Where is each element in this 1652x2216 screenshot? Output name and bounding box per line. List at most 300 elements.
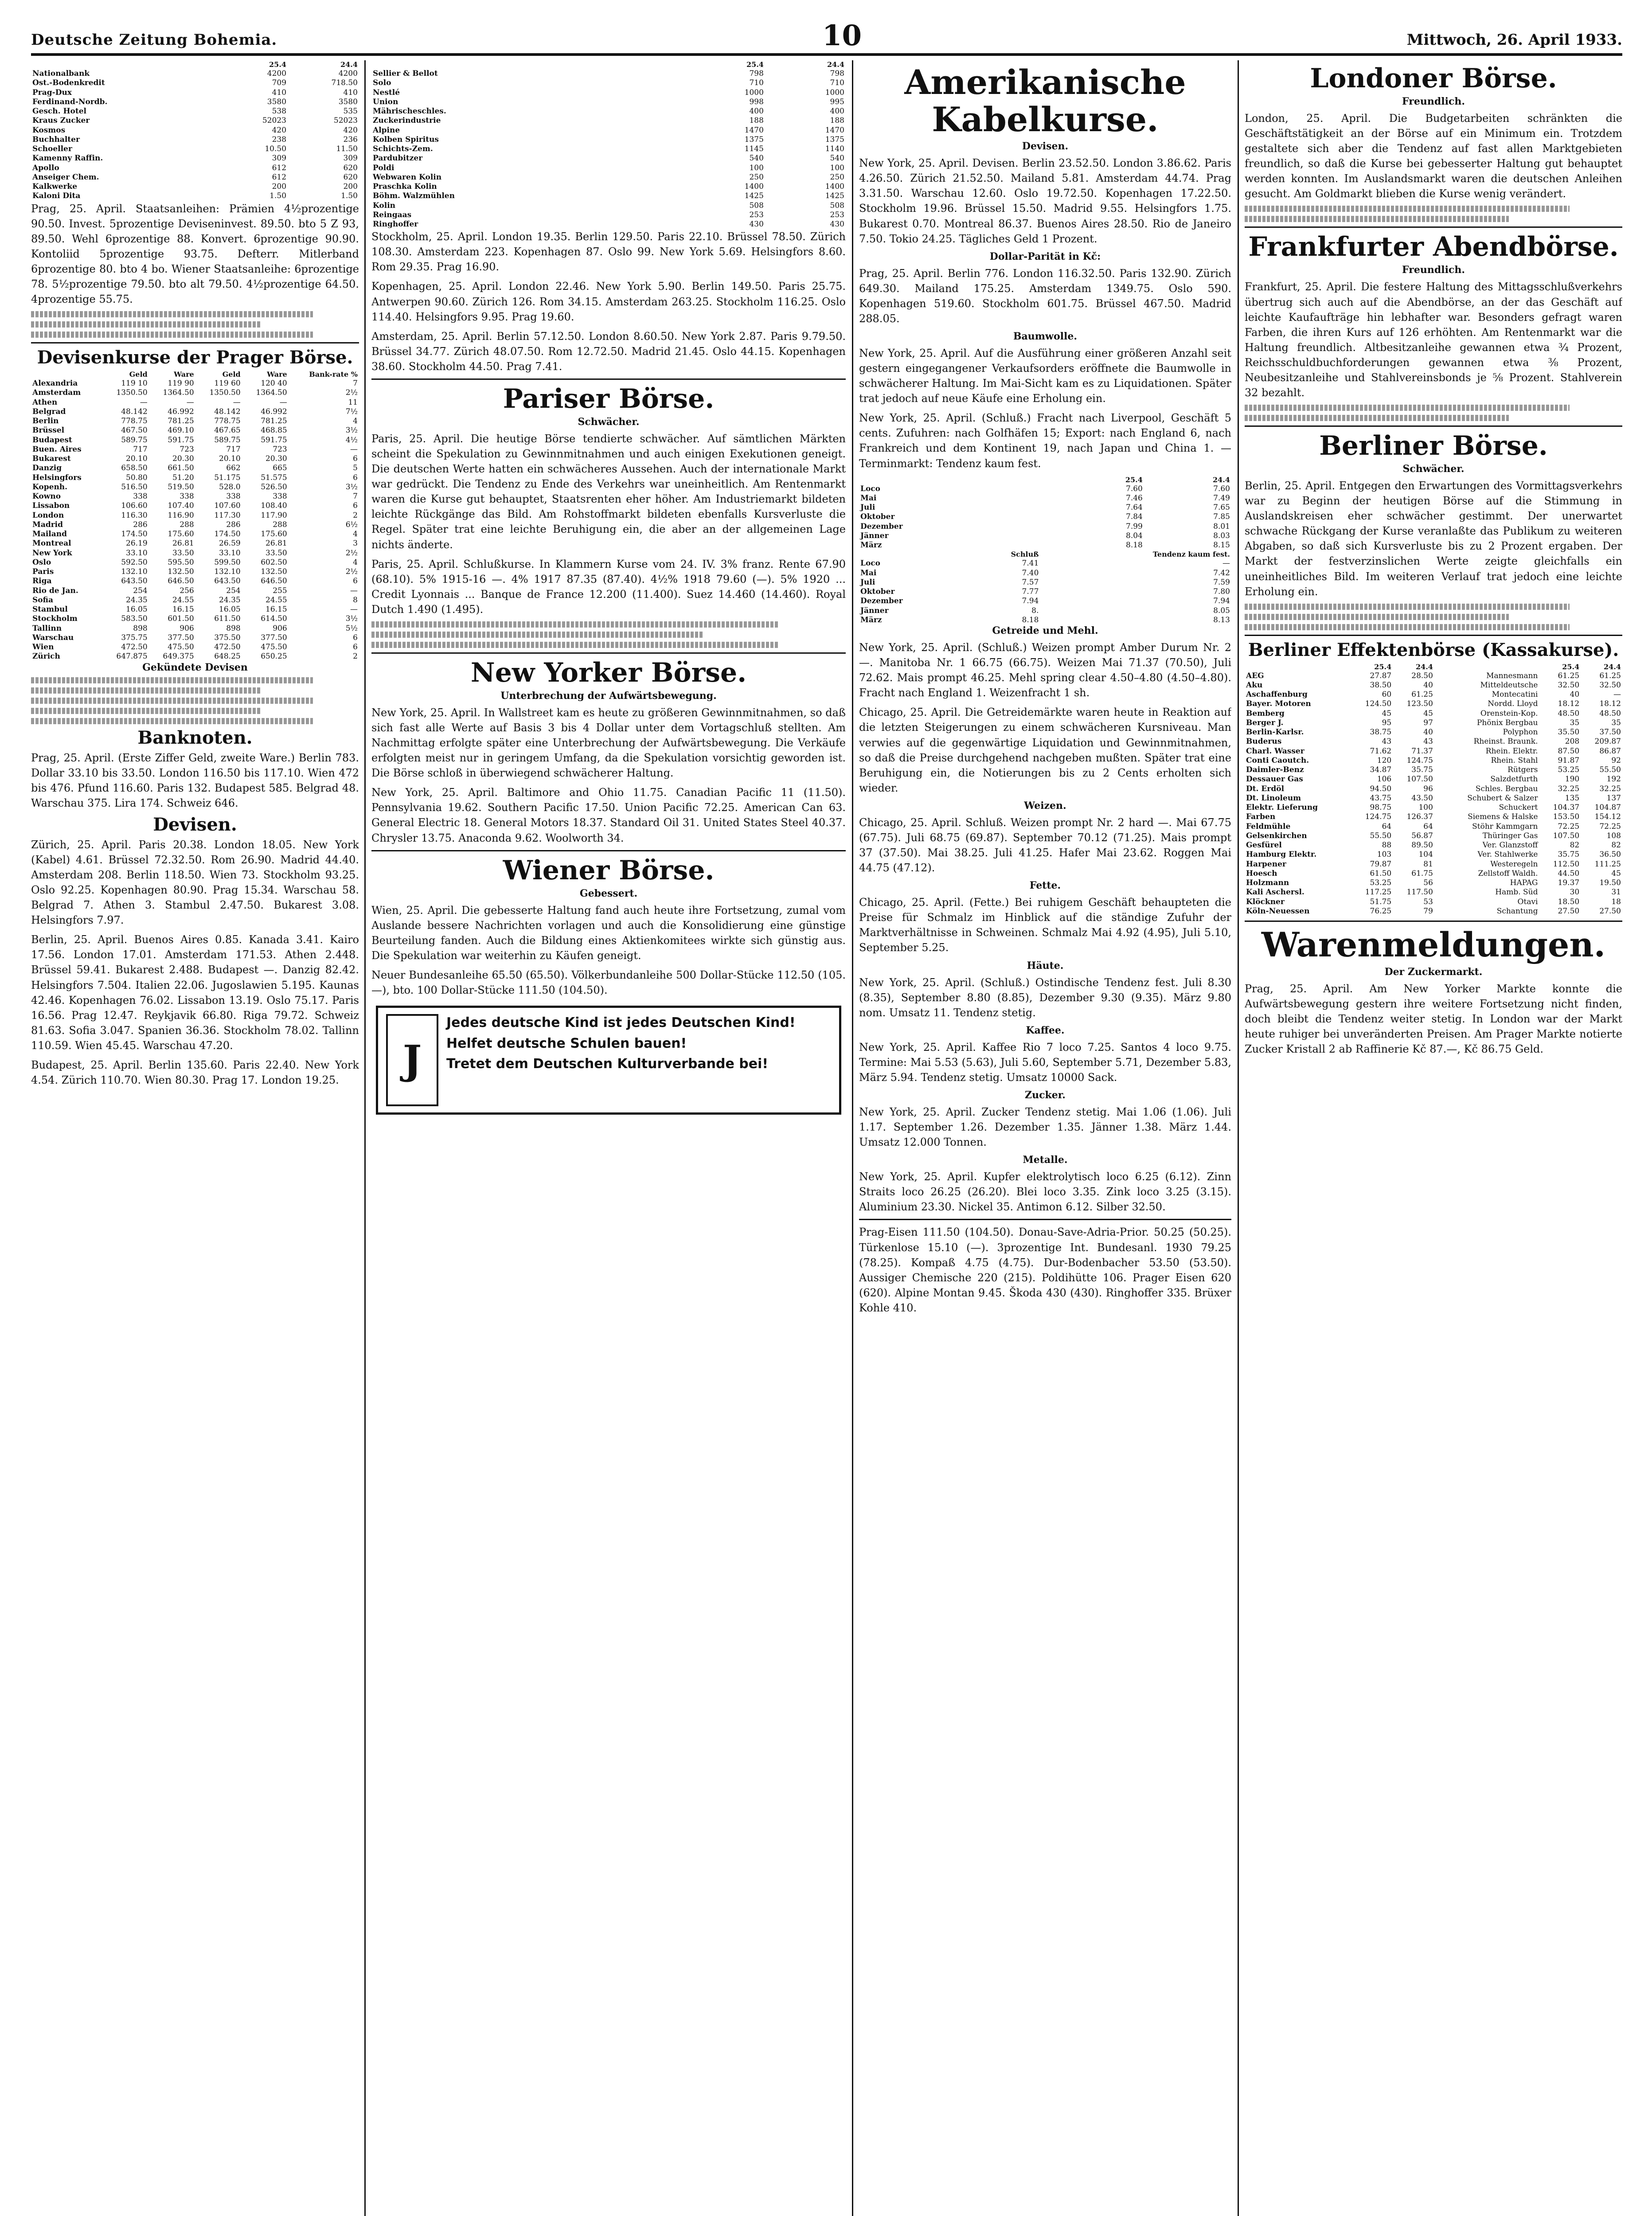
table-cell: 798	[830, 69, 844, 78]
table-cell: Ringhoffer	[373, 220, 418, 229]
section-subheading: Devisen.	[1022, 140, 1069, 152]
table-cell: 132.10	[121, 567, 148, 577]
table-row	[31, 182, 359, 191]
table-cell: 649.375	[163, 652, 194, 661]
table-cell: Bemberg	[1246, 709, 1285, 718]
table-header-cell: Geld	[222, 370, 241, 379]
table-cell: Webwaren Kolin	[373, 172, 442, 182]
table-cell: 126.37	[1406, 812, 1433, 822]
table-cell: 288	[180, 520, 194, 529]
table-cell: 1364.50	[256, 388, 287, 398]
table-cell: 27.87	[1370, 671, 1392, 680]
zuerich-devisen-text: Zürich, 25. April. Paris 20.38. London 18.05. New York (Kabel) 4.61. Brüssel 72.32.50. Rom 26.90. Madrid 44.40. Amsterdam 208. Berlin 118.50. Wien 73. Stockholm 93.25. Oslo 92.25. Kopenhagen 80.90. Prag 15.34. Warschau 58. Belgrad 7. Athen 3. Stambul 2.47.50. Bukarest 3.08. Helsingfors 7.97.	[31, 838, 359, 927]
table-cell: 2½	[345, 388, 358, 398]
table-header-cell: 25.4	[269, 60, 287, 69]
table-cell: 375.75	[121, 633, 148, 642]
table-cell: 5½	[345, 624, 358, 633]
table-cell: 8.04	[1126, 531, 1143, 540]
table-row	[31, 126, 359, 135]
table-row	[31, 154, 359, 163]
table-cell: Dt. Erdöl	[1246, 784, 1285, 793]
section-heading: Frankfurter Abendbörse.	[1248, 231, 1619, 263]
table-row	[859, 512, 1231, 522]
table-cell: 10.50	[265, 144, 287, 153]
table-cell: 19.50	[1599, 878, 1621, 888]
table-cell: 709	[272, 78, 287, 88]
text-filler	[1245, 624, 1570, 630]
table-cell: 18.12	[1599, 699, 1621, 709]
table-cell: Oktober	[860, 512, 895, 522]
table-cell: Jänner	[860, 606, 889, 615]
kulturverband-advertisement	[376, 1006, 841, 1115]
section-subheading: Weizen.	[1024, 800, 1066, 811]
page-number: 10	[822, 19, 862, 52]
haeute-text: New York, 25. April. (Schluß.) Ostindische Tendenz fest. Juli 8.30 (8.35), September 8.80 (8.85), Dezember 9.30 (9.35). März 9.80 nom. Umsatz 11. Tendenz stetig.	[859, 976, 1231, 1019]
table-cell: März	[860, 541, 882, 550]
table-cell: 528.0	[219, 482, 241, 492]
table-row	[31, 191, 359, 201]
table-cell: Brüssel	[32, 426, 65, 435]
table-row	[31, 398, 359, 407]
table-cell: 6	[353, 633, 358, 642]
table-cell: Mai	[860, 493, 877, 503]
table-cell: Riga	[32, 577, 52, 586]
table-cell: 1350.50	[116, 388, 148, 398]
section-heading: Pariser Börse.	[503, 383, 715, 414]
prag-staatsanleihen-text: Prag, 25. April. Staatsanleihen: Prämien 4½prozentige 90.50. Invest. 5prozentige Deviseninvest. 89.50. bto 5 Z 93, 89.50. Wehl 6prozentige 88. Konvert. 6prozentige 90.90. Kontoliid 5prozentige 93.75. Defterr. Mitlerband 6prozentige 80. bto 4 bo. Wiener Staatsanleihe: 6prozentige 78. 5½prozentige 79.50. bto alt 79.50. 4½prozentige 64.50. 4prozentige 55.75.	[31, 202, 359, 305]
prag-kurse-text: Prag-Eisen 111.50 (104.50). Donau-Save-Adria-Prior. 50.25 (50.25). Türkenlose 15.10 (—). 3prozentige Int. Bundesanl. 1930 79.25 (78.25). Kompaß 4.75 (4.75). Dur-Bodenbacher 53.50 (53.50). Aussiger Chemische 220 (215). Poldihütte 106. Prager Eisen 620 (620). Alpine Montan 9.45. Škoda 430 (430). Ringhoffer 335. Brüxer Kohle 410.	[859, 1226, 1231, 1314]
table-cell: 53.25	[1370, 878, 1392, 888]
table-cell: —	[350, 605, 358, 614]
table-cell: 55.50	[1370, 831, 1392, 840]
table-cell: Apollo	[32, 163, 59, 172]
table-row	[371, 98, 846, 107]
table-cell: 612	[272, 172, 287, 182]
table-cell: 7.94	[1022, 597, 1039, 606]
table-cell: 87.50	[1558, 746, 1580, 756]
table-cell: 116.90	[168, 511, 194, 520]
table-cell: Bayer. Motoren	[1246, 699, 1311, 709]
table-cell: 34.87	[1370, 765, 1392, 775]
table-row	[371, 107, 846, 116]
table-row	[371, 220, 846, 229]
table-cell: Poldi	[373, 163, 394, 172]
table-cell: 188	[830, 116, 844, 125]
table-cell: —	[279, 398, 287, 407]
table-row	[31, 116, 359, 125]
table-cell: 1400	[744, 182, 764, 191]
text-filler	[31, 718, 313, 724]
table-header-cell: 25.4	[1374, 662, 1392, 671]
table-cell: 250	[749, 172, 764, 182]
table-cell: 7	[353, 492, 358, 501]
table-cell: 8.18	[1022, 615, 1039, 624]
table-row	[31, 388, 359, 398]
table-cell: 119 60	[214, 379, 241, 388]
table-cell: Buchhalter	[32, 135, 80, 144]
table-cell: 723	[273, 445, 287, 454]
table-cell: 79	[1423, 906, 1433, 916]
text-filler	[1245, 415, 1509, 421]
text-filler	[371, 642, 779, 648]
table-cell: 410	[343, 88, 358, 97]
table-row	[371, 211, 846, 220]
table-cell: Jänner	[860, 531, 889, 540]
table-cell: 40	[1423, 680, 1433, 690]
table-row	[1245, 784, 1622, 794]
section-heading: Berliner Effektenbörse (Kassakurse).	[1248, 639, 1619, 660]
table-cell: 2	[353, 652, 358, 661]
table-row	[859, 569, 1231, 578]
section-subheading: Schwächer.	[1402, 463, 1465, 475]
table-cell: 778.75	[214, 417, 241, 426]
table-row	[1245, 794, 1622, 803]
table-cell: 643.50	[214, 577, 241, 586]
table-cell: Westeregeln	[1490, 859, 1538, 869]
table-cell: Ver. Glanzstoff	[1482, 841, 1538, 850]
table-cell: 1470	[825, 125, 844, 135]
table-header-row	[859, 550, 1231, 559]
anleihen-text: Neuer Bundesanleihe 65.50 (65.50). Völkerbundanleihe 500 Dollar-Stücke 112.50 (105.—), bto. 100 Dollar-Stücke 111.50 (104.50).	[371, 968, 846, 996]
table-cell: Oktober	[860, 587, 895, 597]
column-2	[371, 60, 846, 2216]
table-cell: 6	[353, 454, 358, 464]
table-row	[859, 559, 1231, 568]
table-row	[1245, 850, 1622, 859]
table-cell: 24.35	[219, 595, 241, 605]
table-cell: 45	[1382, 709, 1392, 718]
table-cell: 906	[180, 624, 194, 633]
table-cell: Siemens & Halske	[1468, 812, 1538, 822]
table-cell: Zuckerindustrie	[373, 116, 441, 125]
table-cell: 781.25	[168, 417, 194, 426]
table-cell: 665	[273, 464, 287, 473]
table-cell: 48.50	[1599, 709, 1621, 718]
table-cell: 650.25	[261, 652, 287, 661]
table-cell: 81	[1423, 859, 1433, 869]
table-cell: 48.142	[121, 407, 148, 416]
ad-initial: J	[386, 1014, 438, 1106]
table-cell: 104.37	[1553, 803, 1580, 812]
table-cell: Feldmühle	[1246, 822, 1291, 831]
table-row	[31, 426, 359, 435]
table-cell: Ost.-Bodenkredit	[32, 78, 105, 88]
table-cell: 88	[1382, 841, 1392, 850]
table-cell: 256	[180, 586, 194, 595]
table-cell: 43.50	[1411, 793, 1433, 803]
table-cell: Reingaas	[373, 210, 412, 219]
section-subheading: Gebessert.	[579, 887, 638, 899]
table-cell: 104.87	[1594, 803, 1621, 812]
table-cell: 592.50	[121, 558, 148, 567]
table-header-cell: Geld	[129, 370, 148, 379]
section-heading: Berliner Börse.	[1319, 430, 1548, 462]
table-cell: Harpener	[1246, 859, 1286, 869]
table-cell: Kali Aschersl.	[1246, 888, 1304, 897]
table-header-cell	[1434, 663, 1539, 671]
table-cell: 45	[1611, 869, 1621, 878]
table-cell: —	[1222, 559, 1230, 568]
table-cell: Kosmos	[32, 125, 66, 135]
table-cell: 16.05	[126, 605, 148, 614]
table-row	[859, 503, 1231, 512]
section-subheading: Baumwolle.	[1013, 330, 1078, 342]
table-cell: 48.50	[1558, 709, 1580, 718]
table-row	[31, 633, 359, 643]
table-row	[31, 558, 359, 567]
table-header-cell	[859, 476, 1057, 484]
table-cell: 16.15	[172, 605, 194, 614]
table-cell: 309	[343, 154, 358, 163]
table-cell: 11.50	[336, 144, 358, 153]
table-cell: 6	[353, 473, 358, 482]
table-cell: 338	[273, 492, 287, 501]
table-cell: 35.75	[1558, 850, 1580, 859]
table-cell: 7.84	[1126, 512, 1143, 522]
newspaper-page	[31, 18, 1622, 2216]
table-cell: Helsingfors	[32, 473, 82, 482]
table-cell: 79.87	[1370, 859, 1392, 869]
table-cell: 82	[1570, 841, 1580, 850]
table-cell: New York	[32, 548, 72, 558]
table-cell: Nationalbank	[32, 69, 90, 78]
table-cell: 20.30	[172, 454, 194, 464]
table-cell: 309	[272, 154, 287, 163]
table-cell: 46.992	[261, 407, 287, 416]
table-cell: Rio de Jan.	[32, 586, 78, 595]
table-cell: Elektr. Lieferung	[1246, 803, 1318, 812]
text-filler	[1245, 206, 1570, 212]
table-cell: Mährischeschles.	[373, 107, 446, 116]
table-cell: 236	[343, 135, 358, 144]
table-cell: 61.25	[1599, 671, 1621, 680]
table-cell: 7.57	[1022, 577, 1039, 587]
section-subheading: Metalle.	[1023, 1154, 1068, 1166]
ad-line: Tretet dem Deutschen Kulturverbande bei!	[446, 1056, 769, 1072]
table-cell: 643.50	[121, 577, 148, 586]
table-cell: Madrid	[32, 520, 63, 529]
table-row	[859, 587, 1231, 597]
table-row	[31, 652, 359, 661]
table-cell: Pardubitzer	[373, 154, 423, 163]
table-cell: 61.25	[1558, 671, 1580, 680]
table-cell: 718.50	[331, 78, 358, 88]
table-header-cell: Ware	[174, 370, 194, 379]
table-row	[31, 511, 359, 520]
table-cell: 540	[749, 154, 764, 163]
table-cell: 95	[1382, 718, 1392, 727]
table-row	[31, 78, 359, 88]
table-row	[31, 492, 359, 501]
table-cell: 20.30	[266, 454, 287, 464]
table-header-cell: 25.4	[1125, 475, 1143, 484]
table-cell: Berger J.	[1246, 718, 1284, 727]
table-cell: 35.50	[1558, 728, 1580, 737]
table-cell: Böhm. Walzmühlen	[373, 191, 455, 201]
table-cell: 107.50	[1406, 775, 1433, 784]
table-cell: 535	[343, 107, 358, 116]
table-cell: 51.20	[172, 473, 194, 482]
banknoten-text: Prag, 25. April. (Erste Ziffer Geld, zweite Ware.) Berlin 783. Dollar 33.10 bis 33.50. London 116.50 bis 117.10. Wien 472 bis 476. Pfund 116.60. Paris 132. Budapest 585. Belgrad 48. Warschau 375. Lira 174. Schweiz 646.	[31, 751, 359, 809]
pariser-text: Paris, 25. April. Die heutige Börse tendierte schwächer. Auf sämtlichen Märkten scheint die Spekulation zu Gewinnmitnahmen und auch einigen Exekutionen geneigt. Die deutschen Werte hatten ein schwächeres Aussehen. Auch der internationale Markt war gedrückt. Die Tendenz zu Ende des Verkehrs war uneinheitlich. Am Rentenmarkt waren die Kurse gut behauptet, Staatsrenten eher höher. Am Industriemarkt bildeten leichte Rückgänge das Bild. Am Rohstoffmarkt bildeten ebenfalls Kursverluste die Regel. Später trat eine leichte Beruhigung ein, die aber an der allgemeinen Lage nichts änderte.	[371, 432, 846, 551]
table-cell: 995	[830, 97, 844, 106]
table-cell: 26.81	[266, 539, 287, 548]
table-header-cell: 24.4	[827, 60, 844, 69]
table-cell: 1470	[744, 125, 764, 135]
table-cell: 28.50	[1411, 671, 1433, 680]
table-cell: 658.50	[121, 464, 148, 473]
table-cell: 51.175	[214, 473, 241, 482]
table-row	[31, 614, 359, 624]
getreide-text: New York, 25. April. (Schluß.) Weizen prompt Amber Durum Nr. 2 —. Manitoba Nr. 1 66.75 (66.75). Weizen Mai 71.37 (70.50), Juli 72.62. Mais prompt 46.25. Mehl spring clear 4.50–4.80 (4.50–4.80). Fracht nach England 1. Weizenfracht 1 sh.	[859, 641, 1231, 699]
table-cell: 192	[1606, 775, 1621, 784]
divider	[31, 342, 359, 343]
table-cell: 6	[353, 577, 358, 586]
table-cell: Dessauer Gas	[1246, 775, 1303, 784]
schluss-table-2	[371, 60, 846, 229]
table-header-row	[31, 370, 359, 379]
londoner-text: London, 25. April. Die Budgetarbeiten schränkten die Geschäftstätigkeit an der Börse auf ein Minimum ein. Trotzdem gestaltete sich aber die Tendenz auf fast allen Marktgebieten freundlich, so daß die Kurse bei gebesserter Haltung gut behauptet werden konnten. Im Auslandsmarkt waren die deutschen Anleihen gesucht. Am Goldmarkt blieben die Kurse wenig verändert.	[1245, 112, 1622, 200]
table-row	[1245, 841, 1622, 850]
table-cell: 526.50	[261, 482, 287, 492]
table-cell: 338	[226, 492, 241, 501]
table-cell: —	[233, 398, 241, 407]
table-cell: 40	[1423, 728, 1433, 737]
table-cell: 8.01	[1213, 522, 1230, 531]
table-cell: 40	[1570, 690, 1580, 699]
table-cell: 38.75	[1370, 728, 1392, 737]
table-cell: 4½	[345, 435, 358, 445]
table-cell: 906	[273, 624, 287, 633]
table-cell: 7.94	[1213, 597, 1230, 606]
table-cell: 7.99	[1126, 522, 1143, 531]
table-cell: 175.60	[168, 530, 194, 539]
table-cell: Zellstoff Waldh.	[1478, 869, 1538, 878]
column-rule	[1238, 60, 1239, 2216]
table-cell: 612	[272, 163, 287, 172]
table-cell: Rhein. Elektr.	[1485, 746, 1538, 756]
table-cell: Holzmann	[1246, 878, 1289, 888]
table-row	[31, 624, 359, 633]
table-header-cell: 24.4	[1415, 662, 1433, 671]
section-heading: New Yorker Börse.	[470, 657, 747, 688]
table-cell: 38.50	[1370, 680, 1392, 690]
table-cell: 468.85	[261, 426, 287, 435]
table-cell: 255	[273, 586, 287, 595]
table-cell: 94.50	[1370, 784, 1392, 793]
table-cell: Daimler-Benz	[1246, 765, 1304, 775]
table-cell: 781.25	[261, 417, 287, 426]
table-cell: 591.75	[261, 435, 287, 445]
text-filler	[31, 321, 261, 328]
table-cell: Alpine	[373, 125, 400, 135]
table-cell: 108	[1606, 831, 1621, 840]
table-cell: 174.50	[121, 530, 148, 539]
text-filler	[1245, 614, 1509, 620]
divider	[859, 1219, 1231, 1220]
table-cell: London	[32, 511, 64, 520]
table-row	[859, 531, 1231, 541]
table-cell: 648.25	[214, 652, 241, 661]
table-row	[1245, 765, 1622, 775]
table-cell: 135	[1565, 793, 1580, 803]
table-cell: 26.19	[126, 539, 148, 548]
table-row	[31, 107, 359, 116]
table-row	[371, 182, 846, 191]
table-cell: 46.992	[168, 407, 194, 416]
table-cell: 108.40	[261, 501, 287, 511]
divider	[371, 850, 846, 851]
divider	[1245, 425, 1622, 427]
table-cell: Kopenh.	[32, 482, 68, 492]
table-cell: 8.05	[1213, 606, 1230, 615]
table-header-cell: 24.4	[340, 60, 358, 69]
table-header-cell	[859, 550, 967, 559]
table-cell: 7.60	[1213, 484, 1230, 493]
table-row	[859, 616, 1231, 625]
table-cell: 119 90	[168, 379, 194, 388]
column-rule	[852, 60, 853, 2216]
table-cell: 11	[348, 398, 358, 407]
table-cell: 611.50	[214, 614, 241, 624]
table-cell: 117.25	[1365, 888, 1392, 897]
table-cell: 8.03	[1213, 531, 1230, 540]
table-cell: Hamburg Elektr.	[1246, 850, 1317, 859]
table-cell: Juli	[860, 577, 875, 587]
table-cell: 32.25	[1599, 784, 1621, 793]
table-cell: 6	[353, 501, 358, 511]
divider	[371, 652, 846, 654]
stockholm-text: Stockholm, 25. April. London 19.35. Berlin 129.50. Paris 22.10. Brüssel 78.50. Zürich 108.30. Amsterdam 223. Kopenhagen 87. Oslo 99. New York 5.69. Helsingfors 8.60. Rom 29.35. Prag 16.90.	[371, 230, 846, 273]
table-cell: 51.575	[261, 473, 287, 482]
table-cell: Budapest	[32, 435, 72, 445]
table-header-row	[859, 476, 1231, 484]
newspaper-name: Deutsche Zeitung Bohemia.	[31, 31, 277, 49]
paris-kurse-text: Paris, 25. April. Schlußkurse. In Klammern Kurse vom 24. IV. 3% franz. Rente 67.90 (68.10). 5% 1915-16 —. 4% 1917 87.35 (87.40). 4½% 1918 79.60 (—). 5% 1920 ... Credit Lyonnais ... Banque de France 12.200 (11.400). Suez 14.460 (14.460). Royal Dutch 1.490 (1.495).	[371, 558, 846, 616]
table-cell: 7.60	[1126, 484, 1143, 493]
table-cell: 37.50	[1599, 728, 1621, 737]
table-row	[31, 464, 359, 473]
section-subheading: Unterbrechung der Aufwärtsbewegung.	[500, 690, 717, 702]
table-row	[1245, 718, 1622, 728]
table-cell: 254	[226, 586, 241, 595]
table-cell: 137	[1606, 793, 1621, 803]
table-row	[1245, 878, 1622, 888]
table-cell: Stambul	[32, 605, 68, 614]
table-cell: Hoesch	[1246, 869, 1277, 878]
table-cell: 6	[353, 643, 358, 652]
table-header-cell: Schluß	[1011, 550, 1039, 559]
table-cell: Wien	[32, 643, 54, 652]
table-cell: 1425	[825, 191, 844, 201]
table-cell: 32.50	[1558, 680, 1580, 690]
table-cell: 30	[1570, 888, 1580, 897]
issue-date: Mittwoch, 26. April 1933.	[1406, 31, 1622, 49]
ad-text	[446, 1014, 796, 1076]
table-cell: 8.15	[1213, 541, 1230, 550]
table-cell: 45	[1423, 709, 1433, 718]
table-cell: Kolben Spiritus	[373, 135, 439, 144]
table-cell: Warschau	[32, 633, 74, 642]
text-filler	[1245, 604, 1570, 610]
table-cell: 48.142	[214, 407, 241, 416]
table-cell: 111.25	[1594, 859, 1621, 869]
kabel-devisen-text: New York, 25. April. Devisen. Berlin 23.52.50. London 3.86.62. Paris 4.26.50. Zürich 21.52.50. Mailand 5.81. Amsterdam 44.74. Prag 3.31.50. Warschau 12.60. Oslo 19.72.50. Kopenhagen 17.22.50. Stockholm 19.96. Brüssel 15.50. Madrid 9.55. Helsingfors 1.75. Bukarest 0.70. Montreal 86.37. Buenos Aires 28.50. Rio de Janeiro 7.50. Tokio 24.25. Tägliches Geld 1 Prozent.	[859, 157, 1231, 245]
amsterdam-text: Amsterdam, 25. April. Berlin 57.12.50. London 8.60.50. New York 2.87. Paris 9.79.50. Brüssel 34.77. Zürich 48.07.50. Rom 12.72.50. Madrid 21.45. Oslo 44.15. Kopenhagen 38.60. Stockholm 44.50. Prag 7.41.	[371, 330, 846, 373]
schluss-table	[31, 60, 359, 201]
table-row	[31, 164, 359, 173]
table-cell: Dezember	[860, 522, 903, 531]
